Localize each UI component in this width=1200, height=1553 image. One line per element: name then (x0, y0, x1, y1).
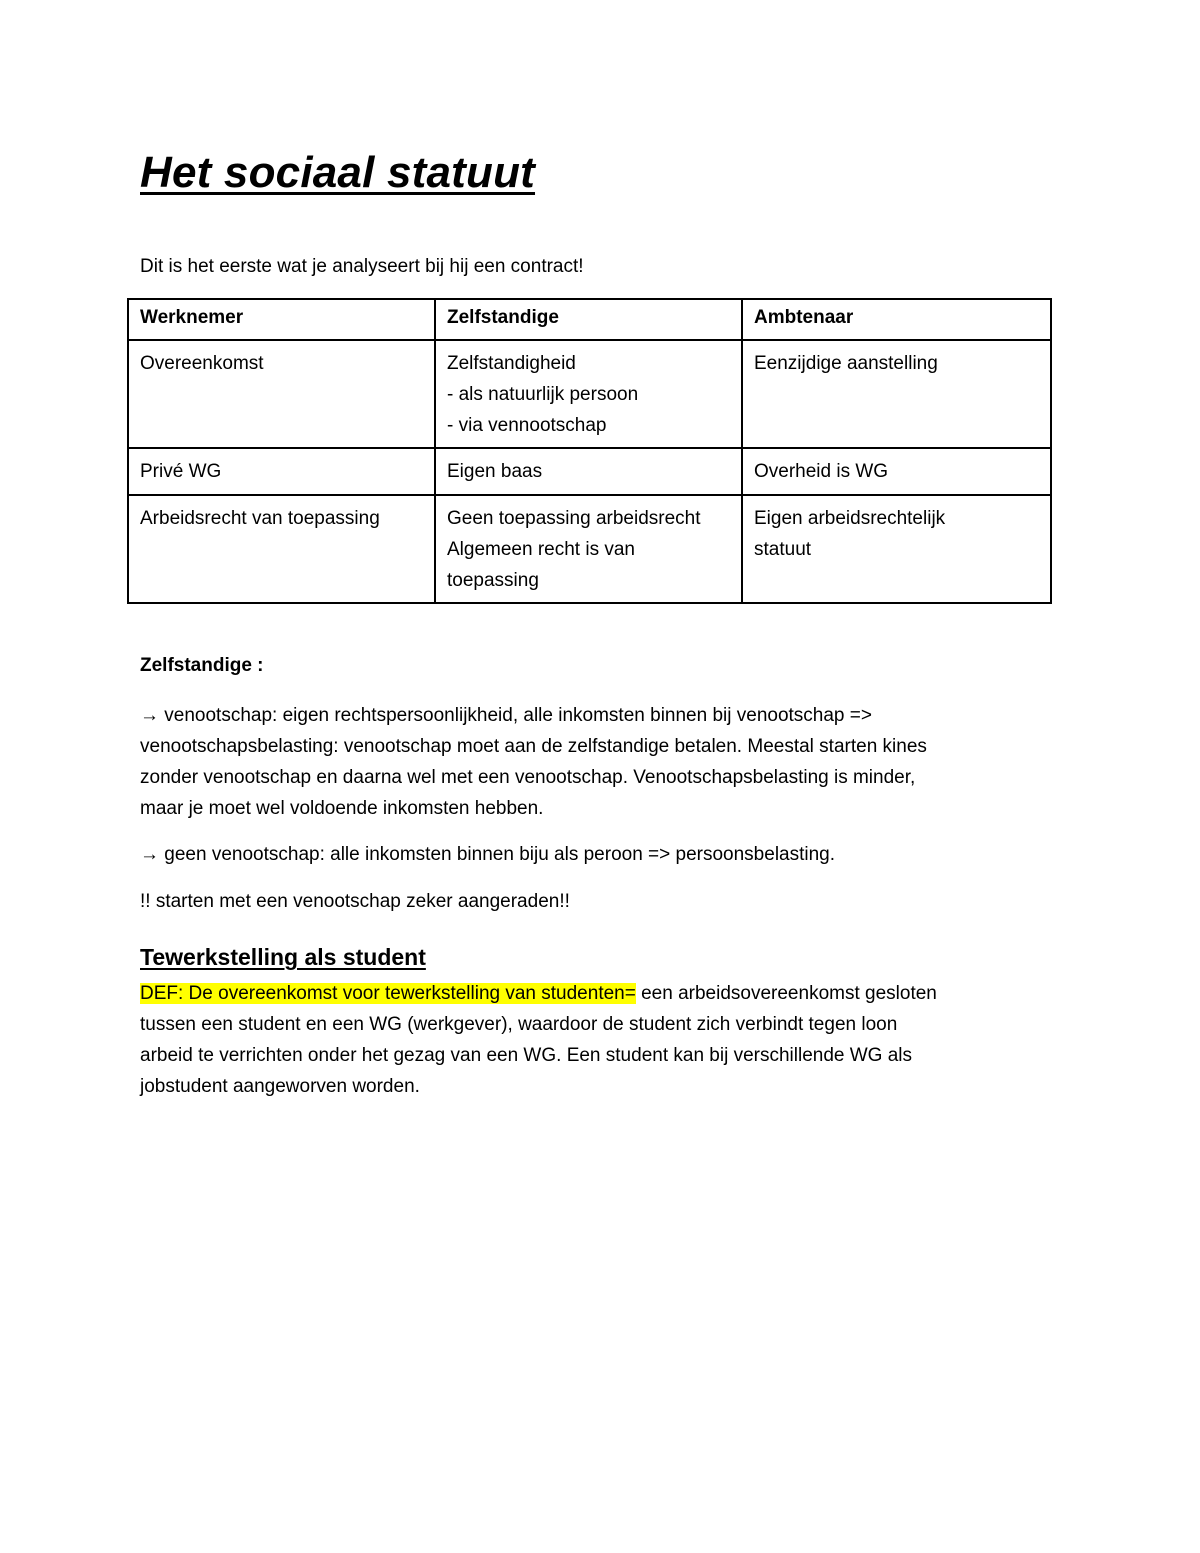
cell-text: - via vennootschap (447, 415, 607, 436)
cell-text: statuut (754, 539, 812, 560)
paragraph-line: → venootschap: eigen rechtspersoonlijkheid, alle inkomsten binnen bij venootschap => (140, 705, 872, 726)
paragraph-line: zonder venootschap en daarna wel met een venootschap. Venootschapsbelasting is minder, (140, 767, 916, 788)
cell-text: toepassing (447, 570, 539, 591)
cell-text: Geen toepassing arbeidsrecht (447, 508, 701, 529)
cell-text: Arbeidsrecht van toepassing (140, 508, 380, 529)
cell-text: Algemeen recht is van (447, 539, 635, 560)
table-cell (435, 495, 742, 603)
table-cell (742, 495, 1051, 603)
geen-venootschap-paragraph (140, 839, 1060, 870)
table-cell (128, 448, 435, 495)
intro-text: Dit is het eerste wat je analyseert bij hij een contract! (140, 256, 584, 277)
zelfstandige-heading: Zelfstandige : (140, 655, 264, 676)
cell-text: Privé WG (140, 461, 222, 482)
paragraph-line: maar je moet wel voldoende inkomsten hebben. (140, 798, 544, 819)
table-cell (435, 340, 742, 448)
table-cell (128, 495, 435, 603)
table-row (128, 340, 1051, 448)
cell-text: Zelfstandigheid (447, 353, 576, 374)
table-header-ambtenaar: Ambtenaar (742, 299, 1051, 340)
page-title: Het sociaal statuut (140, 148, 536, 197)
definition-paragraph (140, 978, 1060, 1102)
table-cell (128, 340, 435, 448)
paragraph-line: → geen venootschap: alle inkomsten binnen biju als peroon => persoonsbelasting. (140, 844, 836, 865)
table-row (128, 448, 1051, 495)
table-header-zelfstandige: Zelfstandige (435, 299, 742, 340)
cell-text: - als natuurlijk persoon (447, 384, 639, 405)
table-cell (742, 340, 1051, 448)
cell-text: Overheid is WG (754, 461, 889, 482)
paragraph-line: !! starten met een venootschap zeker aangeraden!! (140, 891, 570, 912)
highlighted-definition: DEF: De overeenkomst voor tewerkstelling van studenten= (140, 983, 636, 1004)
table-header-row (128, 299, 1051, 340)
definition-line: jobstudent aangeworven worden. (140, 1076, 420, 1097)
table-cell (742, 448, 1051, 495)
venootschap-paragraph (140, 700, 1060, 824)
student-heading: Tewerkstelling als student (140, 944, 426, 970)
paragraph-line: venootschapsbelasting: venootschap moet aan de zelfstandige betalen. Meestal starten kines (140, 736, 927, 757)
definition-line: tussen een student en een WG (werkgever), waardoor de student zich verbindt tegen loon (140, 1014, 898, 1035)
definition-line: arbeid te verrichten onder het gezag van een WG. Een student kan bij verschillende WG als (140, 1045, 913, 1066)
cell-text: Eenzijdige aanstelling (754, 353, 938, 374)
cell-text: Eigen baas (447, 461, 543, 482)
cell-text: Eigen arbeidsrechtelijk (754, 508, 946, 529)
table-cell (435, 448, 742, 495)
advice-paragraph (140, 886, 1060, 917)
table-header-werknemer: Werknemer (128, 299, 435, 340)
statuut-table (127, 298, 1052, 604)
cell-text: Overeenkomst (140, 353, 264, 374)
definition-line (140, 978, 1060, 1009)
definition-line-rest: een arbeidsovereenkomst gesloten (635, 983, 937, 1004)
table-row (128, 495, 1051, 603)
